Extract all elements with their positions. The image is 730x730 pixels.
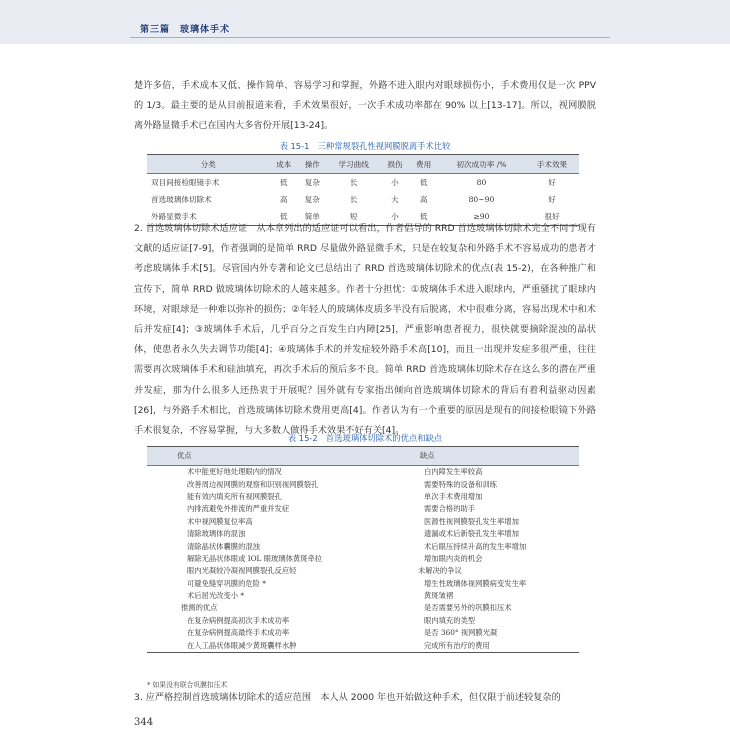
table-row	[147, 627, 579, 639]
comparison-table	[147, 154, 579, 226]
table-cell: 很好	[525, 208, 579, 226]
table-cell: 好	[548, 178, 556, 187]
table-row	[147, 590, 579, 602]
table-cell: 未解决的争议	[418, 566, 462, 576]
paragraph-scope: 3. 应严格控制首选玻璃体切除术的适应范围 本人从 2000 年也开始做这种手术，但仅限于前述较复杂的	[134, 692, 561, 703]
table-cell: 低	[269, 208, 298, 226]
table-row	[147, 639, 579, 652]
table-cell: 好	[548, 195, 556, 204]
table2-footnote: * 如果没有联合巩膜扣压术	[147, 681, 228, 689]
table-cell: 双目间接检眼镜手术	[151, 178, 220, 187]
table-cell: 解除无晶状体眼或 IOL 眼玻璃体黄斑牵拉	[187, 553, 323, 563]
table-cell: 可避免缝穿巩膜的危险 *	[187, 578, 266, 588]
table-row	[147, 174, 579, 192]
table-cell: 完成所有治疗的费用	[390, 639, 579, 652]
table1-header: 成本	[269, 155, 298, 174]
table-cell: 短	[327, 208, 381, 226]
table1-header: 手术效果	[525, 155, 579, 174]
table-cell: 白内障发生率较高	[424, 467, 483, 477]
table-cell: 在复杂病例提高最终手术成功率	[187, 628, 290, 638]
table2-caption: 表 15-2 首选玻璃体切除术的优点和缺点	[287, 433, 443, 443]
section-title: 第三篇 玻璃体手术	[140, 25, 231, 35]
table1-header: 费用	[409, 155, 438, 174]
table-cell: 80~90	[468, 195, 495, 204]
table-cell: 复杂	[304, 195, 320, 204]
table-cell: 长	[349, 195, 358, 204]
table-row	[147, 478, 579, 490]
table-row	[147, 191, 579, 208]
table-cell: 80	[476, 178, 487, 187]
table-row	[147, 516, 579, 528]
table-cell: 长	[349, 178, 358, 187]
table-cell: 复杂	[304, 178, 320, 187]
table-cell: 大	[391, 195, 399, 204]
paragraph-intro: 楚许多倍，手术成本又低、操作简单、容易学习和掌握，外路不进入眼内对眼球损伤小，手术费用仅是一次 PPV 的 1/3。最主要的是从目前报道来看，手术效果很好，一次手术成功率都在 90% 以上[13-17]。所以，视网膜脱离外路显微手术已在国内大多省份开展[13-24]。	[134, 80, 596, 132]
table-row	[147, 528, 579, 540]
table-cell: 外路显微手术	[147, 208, 269, 226]
table1-header: 分类	[147, 155, 269, 174]
table2-header-row	[147, 447, 579, 466]
table-cell: 医源性视网膜裂孔发生率增加	[424, 516, 519, 526]
table-cell: 单次手术费用增加	[424, 491, 483, 501]
table-cell: 低	[409, 208, 438, 226]
table-row	[147, 491, 579, 503]
table-cell: 能有效内填充所有视网膜裂孔	[187, 491, 282, 501]
table-cell: 术后眼压持续升高的发生率增加	[424, 541, 527, 551]
table1-header: 初次成功率 /%	[438, 155, 525, 174]
table-cell: 黄斑皱褶	[424, 591, 454, 601]
table-cell: 小	[391, 178, 399, 187]
table2-header: 缺点	[390, 447, 579, 466]
table1-header-row	[147, 155, 579, 174]
table-cell: 小	[381, 208, 410, 226]
table-cell: 改善周边视网膜的观察和识别视网膜裂孔	[187, 479, 319, 489]
table-cell: 首选玻璃体切除术	[151, 195, 212, 204]
table-cell: 在复杂病例提高初次手术成功率	[187, 615, 290, 625]
paragraph-indications: 2. 首选玻璃体切除术适应证 从本章列出的适应证可以看出，作者倡导的 RRD 首选玻璃体切除术完全不同于现有文献的适应证[7-9]，作者强调的是简单 RRD 尽量做外路显微手术，只是在较复杂和外路手术不容易成功的患者才考虑玻璃体手术[5]。尽管国内外专著和论文已总结出了 RRD 首选玻璃体切除术的优点(表 15-2)，在各种推广和宣传下，简单 RRD 做玻璃体切除术的人越来越多。作者十分担忧：①玻璃体手术进入眼球内，严重骚扰了眼球内环境，对眼球是一种难以弥补的损伤；②年轻人的玻璃体皮质多半没有后脱离，术中很难分离，容易出现术中和术后并发症[4]；③玻璃体手术后，几乎百分之百发生白内障[25]，严重影响患者视力，很快就要摘除混浊的晶状体，使患者永久失去调节功能[4]；④玻璃体手术的并发症较外路手术高[10]，而且一出现并发症多很严重，往往需要再次玻璃体手术和硅油填充，再次手术后的预后多不良。简单 RRD 首选玻璃体切除术存在这么多的潜在严重并发症，那为什么很多人还热衷于开展呢？国外就有专家指出倾向首选玻璃体切除术的背后有着利益驱动因素[26]，与外路手术相比，首选玻璃体切除术费用更高[4]。作者认为有一个重要的原因是现有的间接检眼镜下外路手术很复杂，不容易掌握，与大多数人做得手术效果不好有关[4]。	[134, 223, 596, 437]
table-cell: 清除玻璃体的混浊	[187, 529, 246, 539]
table-cell: 眼内填充的类型	[424, 615, 476, 625]
table-row	[147, 565, 579, 577]
table-cell: 眼内光凝较冷凝视网膜裂孔反应轻	[187, 566, 297, 576]
table1-header: 损伤	[381, 155, 410, 174]
table-row	[147, 553, 579, 565]
table-cell: 术后屈光改变小 *	[187, 591, 245, 601]
pros-cons-table	[147, 446, 579, 653]
table-cell: 是否需要另外的巩膜扣压术	[424, 603, 512, 613]
table2-header: 优点	[147, 447, 390, 466]
table-cell: ≥90	[438, 208, 525, 226]
table-row	[147, 615, 579, 627]
table1-header: 学习曲线	[327, 155, 381, 174]
table-cell: 推测的优点	[181, 603, 218, 613]
table-row	[147, 540, 579, 552]
table-cell: 遗漏或术后新裂孔发生率增加	[424, 529, 519, 539]
table-cell: 增加眼内炎的机会	[424, 553, 483, 563]
table-cell: 高	[279, 195, 288, 204]
table-cell: 简单	[298, 208, 327, 226]
table-cell: 在人工晶状体眼减少黄斑囊样水肿	[147, 639, 390, 652]
table-cell: 是否 360° 视网膜光凝	[424, 628, 498, 638]
table-row	[147, 602, 579, 614]
table-row	[147, 466, 579, 479]
table-cell: 低	[419, 178, 428, 187]
table1-header: 操作	[298, 155, 327, 174]
table1-caption: 表 15-1 三种常规裂孔性视网膜脱离手术比较	[279, 141, 451, 151]
table-cell: 内排流避免外排流的严重并发症	[187, 504, 290, 514]
page-number: 344	[134, 717, 154, 728]
table-cell: 术中能更好地处理眼内的情况	[187, 467, 282, 477]
header-rule	[130, 37, 610, 38]
table-row	[147, 503, 579, 515]
table-cell: 增生性玻璃体视网膜病变发生率	[424, 578, 527, 588]
table-row	[147, 578, 579, 590]
table-cell: 需要合格的助手	[424, 504, 476, 514]
table-cell: 术中视网膜复位率高	[187, 516, 253, 526]
page-header	[0, 0, 730, 44]
table-cell: 低	[279, 178, 288, 187]
table-cell: 清除晶状体囊膜的混浊	[187, 541, 260, 551]
table-cell: 高	[419, 195, 428, 204]
table-cell: 需要特殊的设备和训练	[424, 479, 497, 489]
